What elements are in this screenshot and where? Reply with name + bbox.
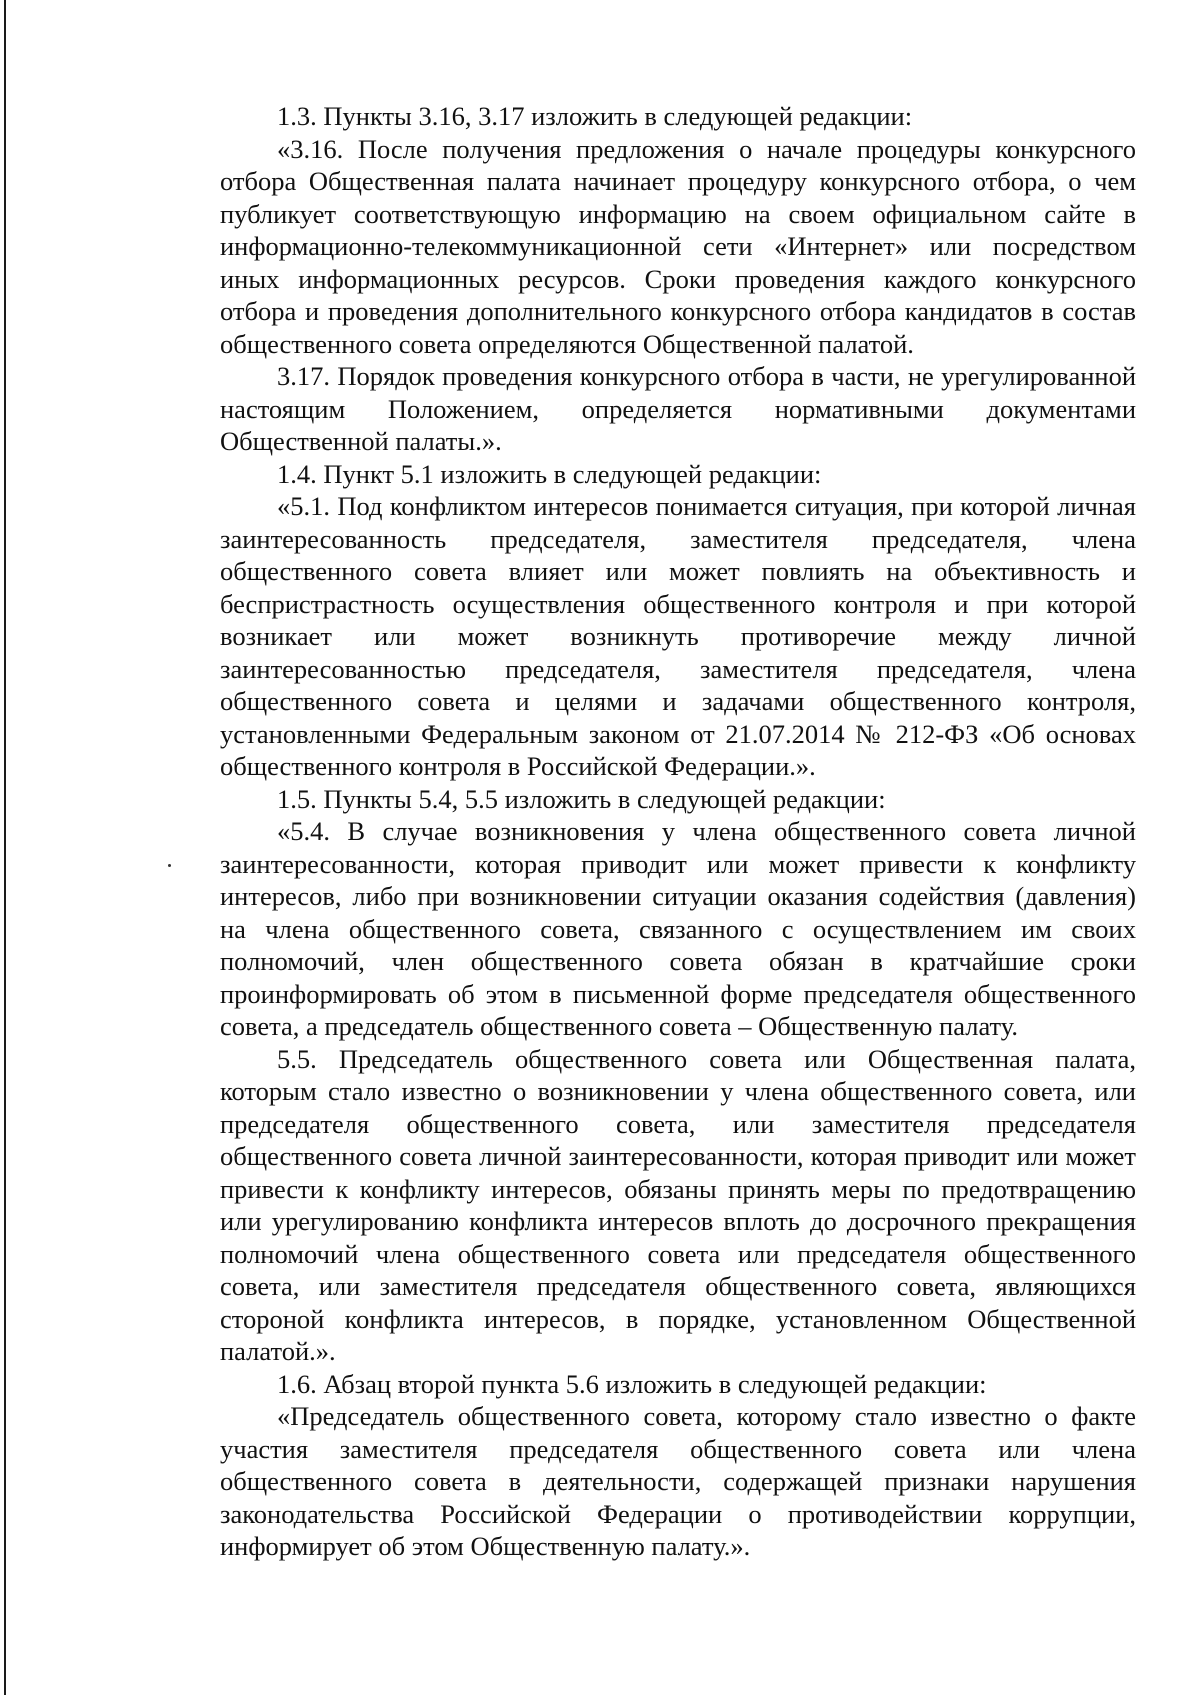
paragraph-5-6-second: «Председатель общественного совета, которому стало известно о факте участия заместителя председателя общественного совета или члена общественного совета в деятельности, содержащей признаки нарушения законодательства Российской Федерации о противодействии коррупции, информирует об этом Общественную палату.». bbox=[220, 1401, 1136, 1561]
paragraph-5-4: «5.4. В случае возникновения у члена общественного совета личной заинтересованности, которая приводит или может привести к конфликту интересов, либо при возникновении ситуации оказания содействия (давления) на члена общественного совета, связанного с осуществлением им своих полномочий, член общественного совета обязан в кратчайшие сроки проинформировать об этом в письменной форме председателя общественного совета, а председатель общественного совета – Общественную палату. bbox=[220, 816, 1136, 1041]
scan-speck bbox=[168, 864, 171, 867]
paragraph-3-17: 3.17. Порядок проведения конкурсного отбора в части, не урегулированной настоящим Положением, определяется нормативными документами Общественной палаты.». bbox=[220, 361, 1136, 456]
paragraph-1-5-heading: 1.5. Пункты 5.4, 5.5 изложить в следующей редакции: bbox=[277, 783, 886, 814]
paragraph-3-16: «3.16. После получения предложения о начале процедуры конкурсного отбора Общественная палата начинает процедуру конкурсного отбора, о чем публикует соответствующую информацию на своем официальном сайте в информационно-телекоммуникационной сети «Интернет» или посредством иных информационных ресурсов. Сроки проведения каждого конкурсного отбора и проведения дополнительного конкурсного отбора кандидатов в состав общественного совета определяются Общественной палатой. bbox=[220, 133, 1136, 359]
paragraph-1-3-heading: 1.3. Пункты 3.16, 3.17 изложить в следующей редакции: bbox=[277, 101, 913, 131]
document-body bbox=[220, 100, 1136, 1563]
paragraph-1-4-heading: 1.4. Пункт 5.1 изложить в следующей редакции: bbox=[277, 458, 822, 489]
paragraph-5-1: «5.1. Под конфликтом интересов понимается ситуация, при которой личная заинтересованность председателя, заместителя председателя, члена общественного совета влияет или может повлиять на объективность и беспристрастность осуществления общественного контроля и при которой возникает или может возникнуть противоречие между личной заинтересованностью председателя, заместителя председателя, члена общественного совета и целями и задачами общественного контроля, установленными Федеральным законом от 21.07.2014 № 212-ФЗ «Об основах общественного контроля в Российской Федерации.». bbox=[220, 491, 1136, 781]
paragraph-5-5: 5.5. Председатель общественного совета или Общественная палата, которым стало известно о возникновении у члена общественного совета, или председателя общественного совета, или заместителя председателя общественного совета личной заинтересованности, которая приводит или может привести к конфликту интересов, обязаны принять меры по предотвращению или урегулированию конфликта интересов вплоть до досрочного прекращения полномочий члена общественного совета или председателя общественного совета, или заместителя председателя общественного совета, являющихся стороной конфликта интересов, в порядке, установленном Общественной палатой.». bbox=[220, 1043, 1136, 1366]
paragraph-1-6-heading: 1.6. Абзац второй пункта 5.6 изложить в следующей редакции: bbox=[277, 1368, 987, 1399]
scan-edge-line bbox=[4, 0, 6, 1695]
